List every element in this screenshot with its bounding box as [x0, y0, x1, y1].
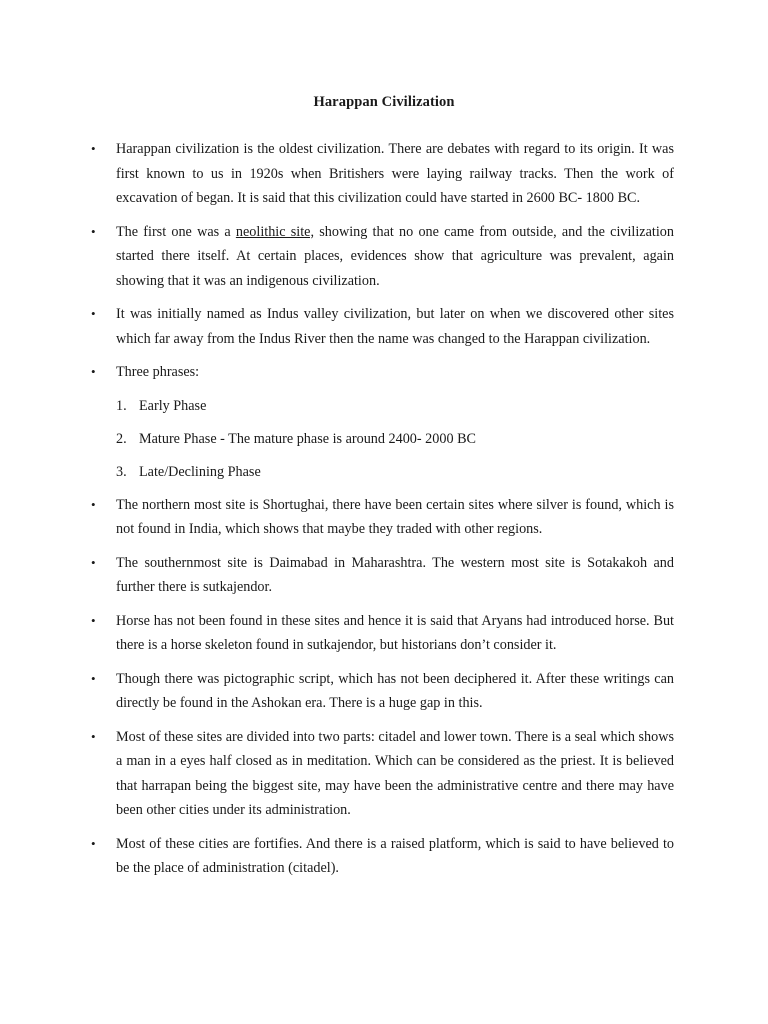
paragraph-text: It was initially named as Indus valley civilization, but later on when we discovered other sites which far away from the Indus River then the name was changed to the Harappan civilization.: [116, 306, 674, 347]
paragraph-text: Most of these cities are fortifies. And there is a raised platform, which is said to have believed to be the place of administration (citadel).: [116, 835, 674, 876]
bullet-paragraph: [91, 725, 674, 823]
bullet-icon: •: [91, 728, 96, 744]
neolithic-site-link[interactable]: neolithic site,: [235, 223, 315, 240]
document-title: Harappan Civilization: [313, 94, 455, 110]
list-number: 1.: [116, 397, 127, 414]
paragraph-text-start: The first one was a: [116, 223, 236, 240]
paragraph-text: Though there was pictographic script, which has not been deciphered it. After these writings can directly be found in the Ashokan era. There is a huge gap in this.: [116, 670, 674, 711]
bullet-paragraph: [91, 609, 674, 658]
paragraph-text: Three phrases:: [116, 364, 200, 380]
bullet-paragraph: [91, 667, 674, 716]
document-body: [91, 137, 674, 890]
bullet-icon: •: [91, 141, 96, 156]
paragraph-text: The southernmost site is Daimabad in Maharashtra. The western most site is Sotakakoh and further there is sutkajendor.: [116, 554, 674, 595]
bullet-paragraph: [91, 360, 674, 385]
paragraph-text-end: showing that no one came from outside, and the civilization started there itself. At certain places, evidences show that agriculture was prevalent, again showing that it was an indigenous civilization.: [116, 223, 674, 289]
bullet-icon: •: [91, 554, 96, 570]
bullet-icon: •: [91, 612, 96, 628]
paragraph-text: Most of these sites are divided into two parts: citadel and lower town. There is a seal which shows a man in a eyes half closed as in meditation. Which can be considered as the priest. It is believed that harrapan being the biggest site, may have been the administrative centre and there may have been other cities under its administration.: [116, 728, 674, 818]
bullet-paragraph: [91, 832, 674, 881]
bullet-icon: •: [91, 835, 96, 851]
bullet-icon: •: [91, 306, 96, 321]
list-item-text: Mature Phase - The mature phase is around 2400- 2000 BC: [139, 430, 477, 447]
bullet-paragraph: [91, 137, 674, 211]
list-item-text: Early Phase: [139, 397, 207, 414]
paragraph-text: The northern most site is Shortughai, there have been certain sites where silver is found, which is not found in India, which shows that maybe they traded with other regions.: [116, 496, 674, 537]
bullet-paragraph: [91, 220, 674, 294]
paragraph-text: Horse has not been found in these sites and hence it is said that Aryans had introduced horse. But there is a horse skeleton found in sutkajendor, but historians don’t consider it.: [116, 612, 674, 653]
paragraph-text: Harappan civilization is the oldest civilization. There are debates with regard to its origin. It was first known to us in 1920s when Britishers were laying railway tracks. Then the work of excavation of began. It is said that this civilization could have started in 2600 BC- 1800 BC.: [116, 141, 674, 206]
bullet-icon: •: [91, 364, 96, 379]
list-number: 2.: [116, 430, 127, 447]
bullet-paragraph: [91, 551, 674, 600]
bullet-paragraph: [91, 302, 674, 351]
numbered-item: [91, 460, 674, 485]
bullet-icon: •: [91, 670, 96, 686]
numbered-item: [91, 427, 674, 452]
list-number: 3.: [116, 463, 127, 480]
bullet-icon: •: [91, 223, 96, 239]
numbered-item: [91, 394, 674, 419]
bullet-paragraph: [91, 493, 674, 542]
bullet-icon: •: [91, 496, 96, 512]
list-item-text: Late/Declining Phase: [139, 463, 261, 480]
